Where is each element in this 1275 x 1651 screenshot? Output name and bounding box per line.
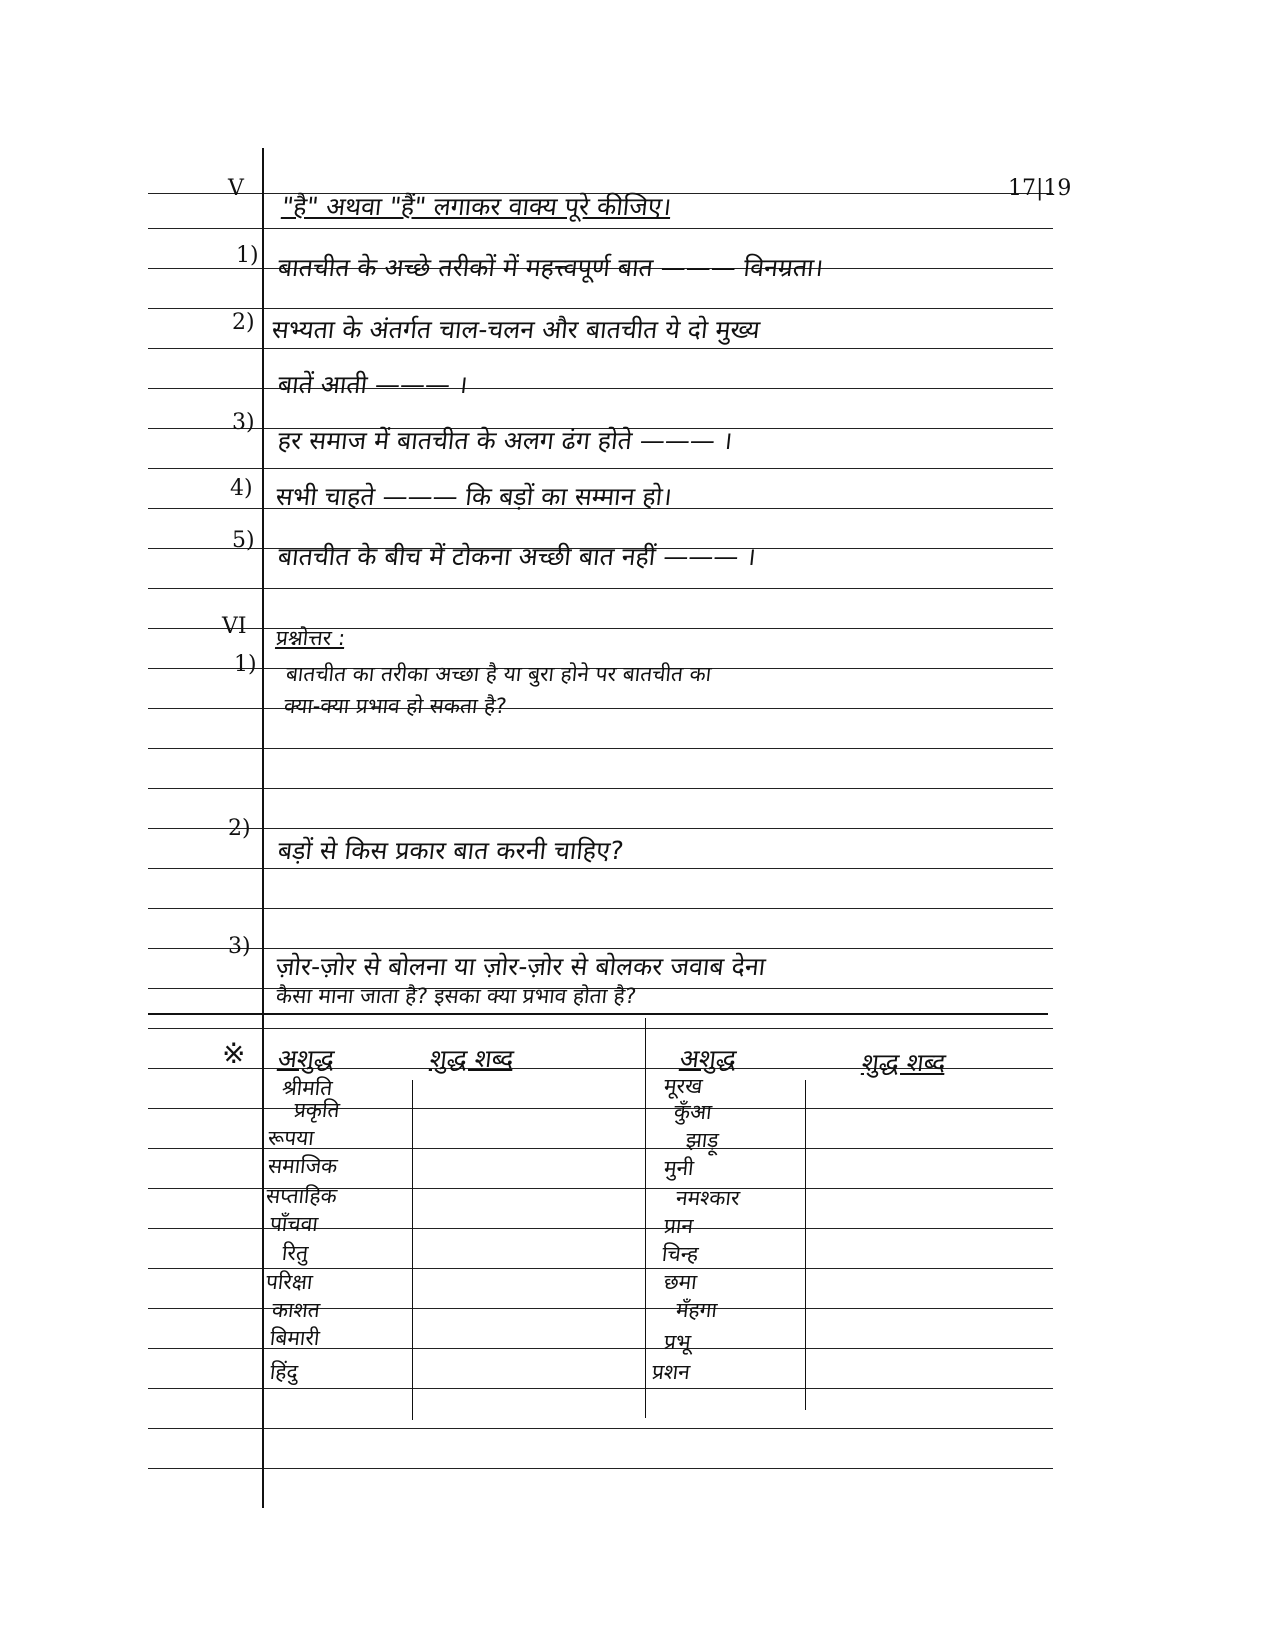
fill-blank-item: सभ्यता के अंतर्गत चाल-चलन और बातचीत ये दो मुख्य — [270, 315, 762, 344]
incorrect-word: प्रान — [662, 1214, 695, 1238]
table-header-correct-right: शुद्ध शब्द — [860, 1048, 948, 1077]
item-number: 3) — [232, 410, 255, 435]
incorrect-word: मुनी — [662, 1156, 695, 1180]
rule-line — [148, 308, 1053, 309]
incorrect-word: कुँआ — [672, 1100, 713, 1124]
rule-line — [148, 868, 1053, 869]
incorrect-word: मूरख — [662, 1074, 704, 1098]
rule-line — [148, 748, 1053, 749]
incorrect-word: श्रीमति — [280, 1076, 334, 1100]
rule-line — [148, 228, 1053, 229]
item-number: 2) — [232, 310, 255, 335]
item-number: 4) — [230, 476, 253, 501]
fill-blank-item: हर समाज में बातचीत के अलग ढंग होते ——— । — [276, 426, 734, 455]
margin-line — [262, 148, 264, 1508]
section-v-instruction: "है" अथवा "हैं" लगाकर वाक्य पूरे कीजिए। — [280, 192, 673, 221]
column-divider — [412, 1080, 413, 1420]
rule-line — [148, 1388, 1053, 1389]
rule-line — [148, 908, 1053, 909]
section-divider — [148, 1013, 1048, 1015]
rule-line — [148, 348, 1053, 349]
fill-blank-item: बातचीत के अच्छे तरीकों में महत्त्वपूर्ण बात ——— विनम्रता। — [276, 253, 825, 282]
rule-line — [148, 1428, 1053, 1429]
section-vi-number: VI — [222, 614, 247, 639]
incorrect-word: हिंदु — [268, 1360, 300, 1384]
fill-blank-item: सभी चाहते ——— कि बड़ों का सम्मान हो। — [274, 482, 674, 511]
item-number: 1) — [236, 243, 259, 268]
rule-line — [148, 1468, 1053, 1469]
fill-blank-item-cont: बातें आती ——— । — [276, 370, 470, 399]
page-number: 17|19 — [1008, 176, 1072, 201]
rule-line — [148, 588, 1053, 589]
incorrect-word: झाड़ू — [684, 1128, 720, 1152]
incorrect-word: रितु — [280, 1241, 310, 1265]
question-text-cont: क्या-क्या प्रभाव हो सकता है? — [282, 694, 508, 718]
incorrect-word: पाँचवा — [268, 1212, 320, 1236]
section-v-number: V — [228, 176, 244, 201]
question-text-cont: कैसा माना जाता है? इसका क्या प्रभाव होता है? — [274, 984, 638, 1008]
column-divider — [645, 1018, 646, 1418]
question-text: ज़ोर-ज़ोर से बोलना या ज़ोर-ज़ोर से बोलकर जवाब देना — [274, 952, 767, 981]
incorrect-word: छमा — [662, 1270, 699, 1294]
rule-line — [148, 1268, 1053, 1269]
question-text: बातचीत का तरीका अच्छा है या बुरा होने पर बातचीत का — [284, 662, 713, 686]
incorrect-word: नमश्कार — [674, 1186, 741, 1210]
rule-line — [148, 1108, 1053, 1109]
table-header-correct-left: शुद्ध शब्द — [428, 1044, 516, 1073]
fill-blank-item: बातचीत के बीच में टोकना अच्छी बात नहीं ——— । — [276, 542, 758, 571]
incorrect-word: समाजिक — [266, 1154, 339, 1178]
table-header-incorrect-left: अशुद्ध — [276, 1044, 336, 1073]
rule-line — [148, 828, 1053, 829]
incorrect-word: परिक्षा — [264, 1270, 314, 1294]
table-header-incorrect-right: अशुद्ध — [678, 1044, 738, 1073]
rule-line — [148, 948, 1053, 949]
incorrect-word: चिन्ह — [660, 1242, 700, 1266]
rule-line — [148, 788, 1053, 789]
item-number: 5) — [232, 528, 255, 553]
incorrect-word: रूपया — [266, 1126, 316, 1150]
incorrect-word: प्रशन — [650, 1360, 692, 1384]
incorrect-word: प्रभू — [662, 1330, 693, 1354]
incorrect-word: बिमारी — [268, 1326, 321, 1350]
rule-line — [148, 1028, 1053, 1029]
rule-line — [148, 468, 1053, 469]
star-marker: ※ — [222, 1037, 246, 1070]
question-number: 2) — [228, 816, 251, 841]
question-text: बड़ों से किस प्रकार बात करनी चाहिए? — [276, 836, 625, 865]
incorrect-word: सप्ताहिक — [264, 1184, 339, 1208]
question-number: 1) — [234, 652, 257, 677]
column-divider — [805, 1080, 806, 1410]
incorrect-word: मँहगा — [674, 1298, 719, 1322]
section-vi-heading: प्रश्नोत्तर : — [274, 626, 347, 650]
incorrect-word: काशत — [270, 1298, 322, 1322]
question-number: 3) — [228, 934, 251, 959]
incorrect-word: प्रकृति — [292, 1098, 341, 1122]
